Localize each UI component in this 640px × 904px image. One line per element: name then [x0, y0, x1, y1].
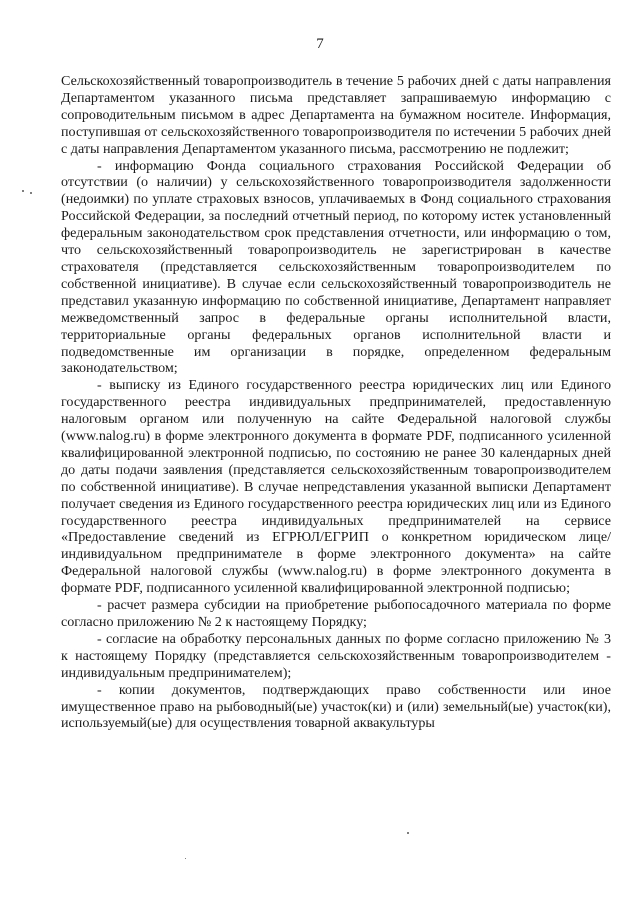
paragraph-personal-data-consent: - согласие на обработку персональных данных по форме согласно приложению № 3 к настоящему Порядку (представляется сельскохозяйственным товаропроизводителем - индивидуальным предпринимателем);: [61, 630, 611, 681]
paragraph-egrul-extract: - выписку из Единого государственного реестра юридических лиц или Единого государственного реестра индивидуальных предпринимателей, предоставленную налоговым органом или полученную на сайте Федеральной налоговой службы (www.nalog.ru) в форме электронного документа в формате PDF, подписанного усиленной квалифицированной электронной подписью, по состоянию не ранее 30 календарных дней до даты подачи заявления (представляется сельскохозяйственным товаропроизводителем по собственной инициативе). В случае непредставления указанной выписки Департамент получает сведения из Единого государственного реестра юридических лиц или из Единого государственного реестра индивидуальных предпринимателей на сервисе «Предоставление сведений из ЕГРЮЛ/ЕГРИП о конкретном юридическом лице/индивидуальном предпринимателе в форме электронного документа» на сайте Федеральной налоговой службы (www.nalog.ru) в форме электронного документа в формате PDF, подписанного усиленной квалифицированной электронной подписью;: [61, 377, 611, 597]
paragraph-submission-deadline: Сельскохозяйственный товаропроизводитель в течение 5 рабочих дней с даты направления Департаментом указанного письма представляет запрашиваемую информацию с сопроводительным письмом в адрес Департамента на бумажном носителе. Информация, поступившая от сельскохозяйственного товаропроизводителя по истечении 5 рабочих дней с даты направления Департаментом указанного письма, рассмотрению не подлежит;: [61, 73, 611, 157]
scan-speck: [185, 858, 186, 859]
document-body: [61, 73, 611, 732]
page-number: 7: [316, 36, 324, 52]
paragraph-property-documents: - копии документов, подтверждающих право собственности или иное имущественное право на рыбоводный(ые) участок(ки) и (или) земельный(ые) участок(ки), используемый(ые) для осуществления товарной аквакультуры: [61, 681, 611, 732]
paragraph-subsidy-calculation: - расчет размера субсидии на приобретение рыбопосадочного материала по форме согласно приложению № 2 к настоящему Порядку;: [61, 597, 611, 630]
scan-speck: [22, 190, 24, 192]
paragraph-fss-information: - информацию Фонда социального страхования Российской Федерации об отсутствии (о наличии) у сельскохозяйственного товаропроизводителя задолженности (недоимки) по уплате страховых взносов, уплачиваемых в Фонд социального страхования Российской Федерации, за последний отчетный период, по которому истек установленный федеральным законодательством срок представления отчетности, или информацию о том, что сельскохозяйственный товаропроизводитель не зарегистрирован в качестве страхователя (представляется сельскохозяйственным товаропроизводителем по собственной инициативе). В случае если сельскохозяйственный товаропроизводитель не представил указанную информацию по собственной инициативе, Департамент направляет межведомственный запрос в федеральные органы исполнительной власти, территориальные органы федеральных органов исполнительной власти и подведомственные им организации в порядке, определенном федеральным законодательством;: [61, 157, 611, 377]
scan-speck: [30, 192, 32, 194]
scan-speck: [407, 832, 409, 834]
